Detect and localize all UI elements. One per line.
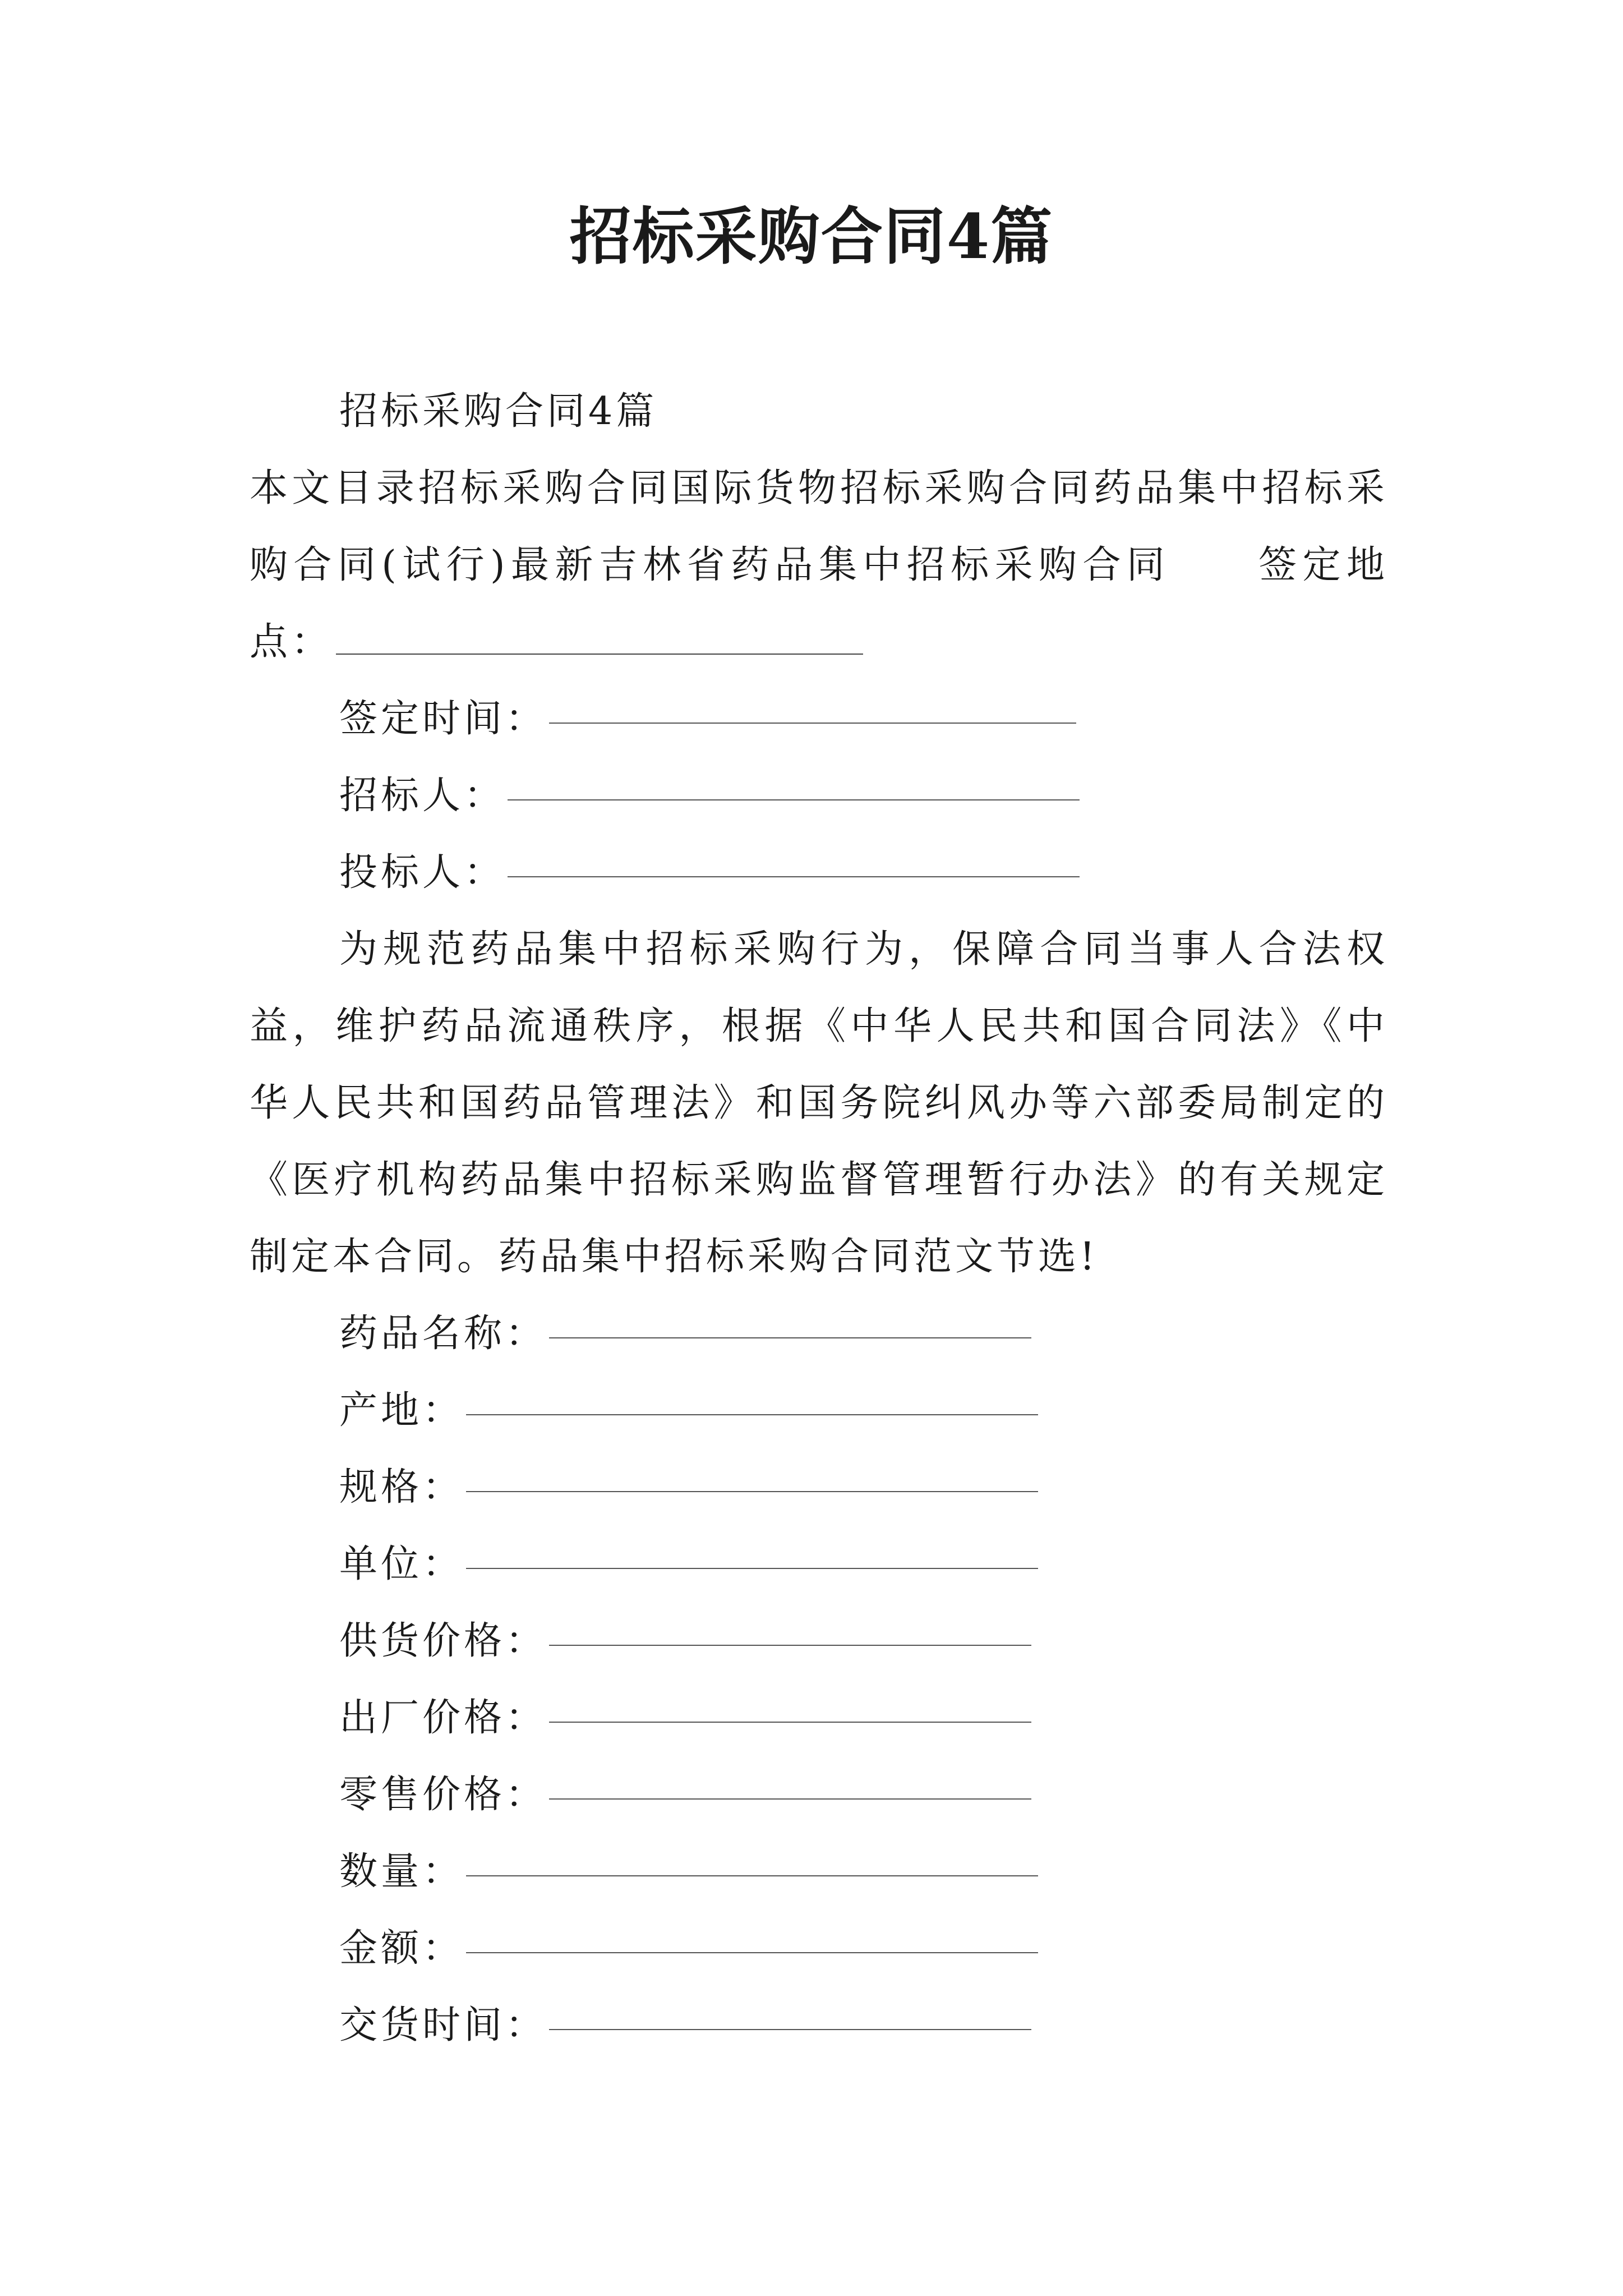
field-label: 零售价格：	[339, 1773, 547, 1817]
field-spec	[339, 1449, 1038, 1526]
field-label: 供货价格：	[339, 1619, 547, 1663]
field-factory-price	[339, 1680, 1031, 1756]
field-label: 数量：	[339, 1849, 464, 1894]
field-blank[interactable]	[508, 876, 1080, 877]
field-label: 招标人：	[339, 774, 506, 818]
field-supply-price	[339, 1603, 1031, 1680]
field-blank[interactable]	[466, 1414, 1038, 1415]
field-label: 规格：	[339, 1465, 464, 1510]
field-blank[interactable]	[466, 1875, 1038, 1876]
field-blank[interactable]	[549, 722, 1076, 724]
field-label: 投标人：	[339, 850, 506, 895]
field-blank[interactable]	[466, 1567, 1038, 1569]
field-sign-time	[339, 680, 1076, 757]
field-drug-name	[339, 1295, 1031, 1372]
field-blank[interactable]	[549, 1798, 1031, 1800]
field-blank[interactable]	[549, 1337, 1031, 1338]
toc-text: 本文目录招标采购合同国际货物招标采购合同药品集中招标采购合同(试行)最新吉林省药品集中招标采购合同 签定地点：	[250, 466, 1388, 664]
field-blank[interactable]	[466, 1952, 1038, 1953]
field-bidder	[339, 834, 1080, 911]
document-title: 招标采购合同4篇	[569, 200, 1054, 273]
field-label: 交货时间：	[339, 2003, 547, 2047]
field-label: 签定时间：	[339, 697, 547, 741]
field-retail-price	[339, 1756, 1031, 1833]
field-label: 金额：	[339, 1926, 464, 1971]
field-tenderer	[339, 757, 1080, 834]
field-label: 单位：	[339, 1542, 464, 1586]
field-blank[interactable]	[549, 2028, 1031, 2030]
field-delivery-time	[339, 1987, 1031, 2064]
field-blank[interactable]	[466, 1490, 1038, 1492]
field-unit	[339, 1526, 1038, 1603]
field-label: 药品名称：	[339, 1312, 547, 1356]
field-blank[interactable]	[549, 1721, 1031, 1723]
field-origin	[339, 1372, 1038, 1449]
field-blank[interactable]	[508, 799, 1080, 800]
field-label: 出厂价格：	[339, 1696, 547, 1740]
field-quantity	[339, 1833, 1038, 1910]
field-label: 产地：	[339, 1388, 464, 1433]
field-amount	[339, 1910, 1038, 1987]
document-subtitle: 招标采购合同4篇	[339, 389, 658, 434]
field-blank[interactable]	[549, 1644, 1031, 1646]
intro-paragraph: 为规范药品集中招标采购行为，保障合同当事人合法权益，维护药品流通秩序，根据《中华人民共和国合同法》《中华人民共和国药品管理法》和国务院纠风办等六部委局制定的《医疗机构药品集中招标采购监督管理暂行办法》的有关规定制定本合同。药品集中招标采购合同范文节选!	[250, 927, 1388, 1279]
sign-place-blank[interactable]	[336, 620, 863, 655]
toc-paragraph	[250, 450, 1388, 680]
